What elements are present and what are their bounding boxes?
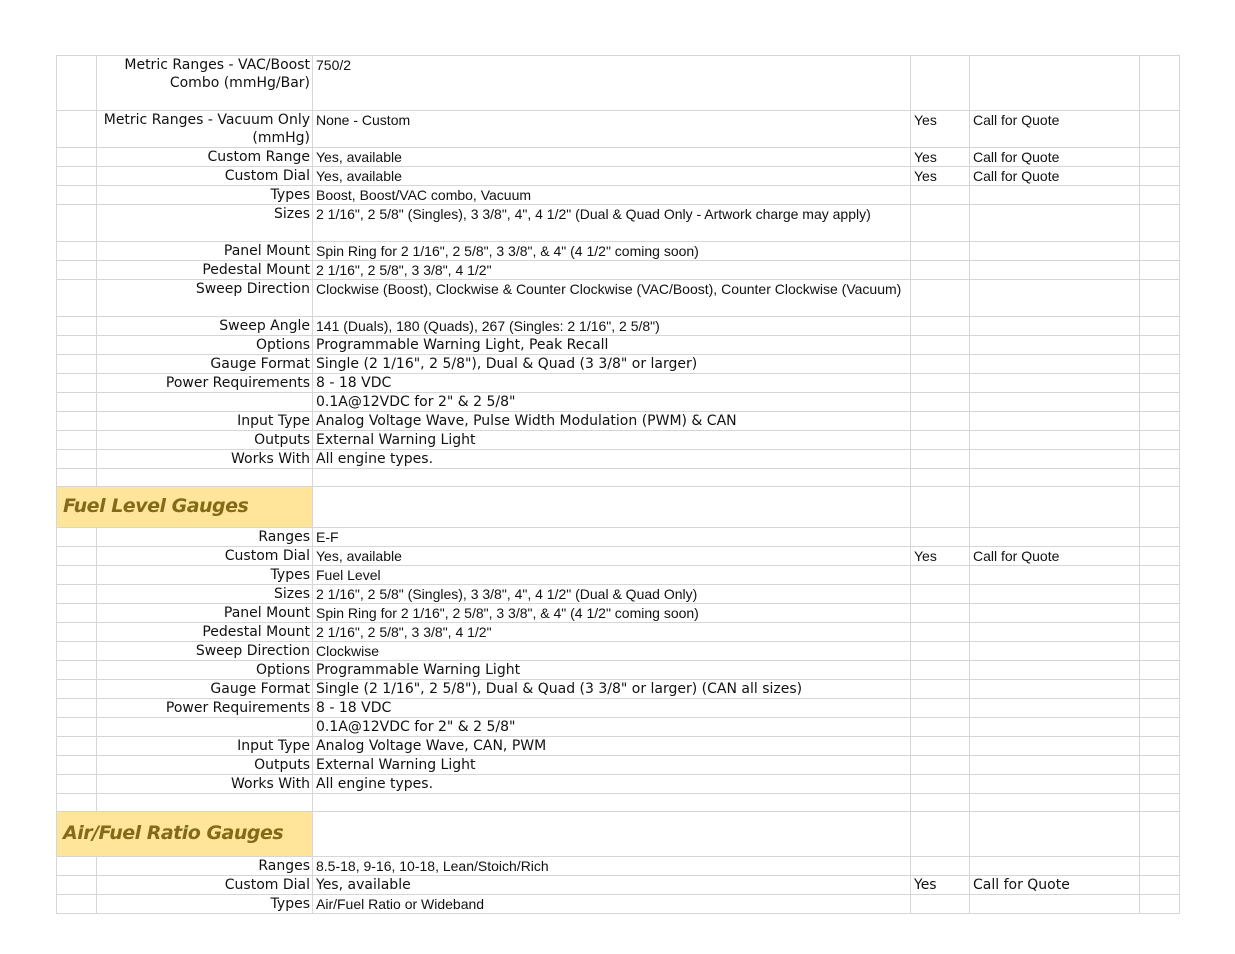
custom-available[interactable]: Yes <box>911 876 970 895</box>
margin-cell-right[interactable] <box>1140 167 1180 186</box>
spec-row <box>57 794 1180 812</box>
spec-value[interactable]: 2 1/16", 2 5/8" (Singles), 3 3/8", 4", 4 1/2" (Dual & Quad Only - Artwork charge may apply) <box>313 205 911 242</box>
spec-value[interactable]: Clockwise <box>313 642 911 661</box>
quote-note[interactable] <box>970 623 1140 642</box>
quote-note[interactable] <box>970 566 1140 585</box>
spec-label[interactable] <box>97 469 313 487</box>
custom-available[interactable] <box>911 336 970 355</box>
spec-label[interactable]: Power Requirements <box>97 699 313 718</box>
spec-label[interactable] <box>97 393 313 412</box>
spec-row <box>57 56 1180 111</box>
custom-available[interactable] <box>911 718 970 737</box>
spec-label[interactable] <box>97 794 313 812</box>
margin-cell-left[interactable] <box>57 450 97 469</box>
spec-value[interactable]: Spin Ring for 2 1/16", 2 5/8", 3 3/8", & 4" (4 1/2" coming soon) <box>313 242 911 261</box>
margin-cell-right[interactable] <box>1140 775 1180 794</box>
margin-cell-right[interactable] <box>1140 718 1180 737</box>
quote-note[interactable] <box>970 242 1140 261</box>
spec-label[interactable]: Gauge Format <box>97 355 313 374</box>
margin-cell-right[interactable] <box>1140 261 1180 280</box>
quote-note[interactable] <box>970 393 1140 412</box>
spec-row <box>57 148 1180 167</box>
margin-cell-right[interactable] <box>1140 857 1180 876</box>
spec-value[interactable]: Yes, available <box>313 167 911 186</box>
spec-label[interactable]: Works With <box>97 450 313 469</box>
margin-cell-left[interactable] <box>57 699 97 718</box>
spec-row <box>57 895 1180 914</box>
spec-row <box>57 167 1180 186</box>
quote-note[interactable] <box>970 450 1140 469</box>
margin-cell-right[interactable] <box>1140 111 1180 148</box>
margin-cell-right[interactable] <box>1140 242 1180 261</box>
margin-cell-left[interactable] <box>57 355 97 374</box>
spec-row <box>57 393 1180 412</box>
margin-cell-left[interactable] <box>57 794 97 812</box>
margin-cell-left[interactable] <box>57 604 97 623</box>
spec-label[interactable]: Input Type <box>97 412 313 431</box>
margin-cell-left[interactable] <box>57 566 97 585</box>
custom-available[interactable] <box>911 317 970 336</box>
custom-available[interactable] <box>911 585 970 604</box>
margin-cell-left[interactable] <box>57 261 97 280</box>
spec-row <box>57 857 1180 876</box>
quote-note[interactable] <box>970 412 1140 431</box>
margin-cell-right[interactable] <box>1140 393 1180 412</box>
quote-note[interactable] <box>970 280 1140 317</box>
quote-note[interactable] <box>970 680 1140 699</box>
value-cell-empty[interactable] <box>313 487 911 528</box>
spec-row <box>57 111 1180 148</box>
spec-value[interactable]: Clockwise (Boost), Clockwise & Counter Clockwise (VAC/Boost), Counter Clockwise (Vacuum) <box>313 280 911 317</box>
quote-note[interactable] <box>970 775 1140 794</box>
spec-sheet-table <box>56 55 1180 914</box>
margin-cell-left[interactable] <box>57 661 97 680</box>
spec-label[interactable]: Power Requirements <box>97 374 313 393</box>
spec-label[interactable]: Sizes <box>97 205 313 242</box>
spec-row <box>57 450 1180 469</box>
spec-value[interactable]: Programmable Warning Light <box>313 661 911 680</box>
spec-label[interactable]: Input Type <box>97 737 313 756</box>
spec-value[interactable]: External Warning Light <box>313 431 911 450</box>
spec-row <box>57 547 1180 566</box>
quote-note[interactable] <box>970 469 1140 487</box>
custom-cell-empty[interactable] <box>911 812 970 857</box>
spec-label[interactable]: Custom Range <box>97 148 313 167</box>
custom-available[interactable] <box>911 756 970 775</box>
quote-note[interactable] <box>970 355 1140 374</box>
margin-cell-right[interactable] <box>1140 355 1180 374</box>
margin-cell-left[interactable] <box>57 280 97 317</box>
spec-row <box>57 876 1180 895</box>
quote-note[interactable] <box>970 857 1140 876</box>
spec-row <box>57 775 1180 794</box>
spec-label[interactable]: Outputs <box>97 431 313 450</box>
spec-value[interactable]: Yes, available <box>313 148 911 167</box>
custom-available[interactable] <box>911 604 970 623</box>
margin-cell-right[interactable] <box>1140 585 1180 604</box>
spec-value[interactable]: Analog Voltage Wave, Pulse Width Modulation (PWM) & CAN <box>313 412 911 431</box>
custom-available[interactable] <box>911 56 970 111</box>
margin-cell-right[interactable] <box>1140 317 1180 336</box>
quote-note[interactable] <box>970 374 1140 393</box>
spec-value[interactable] <box>313 794 911 812</box>
custom-available[interactable] <box>911 857 970 876</box>
spec-row <box>57 355 1180 374</box>
spec-row <box>57 566 1180 585</box>
spec-label[interactable]: Options <box>97 661 313 680</box>
margin-cell-left[interactable] <box>57 56 97 111</box>
margin-cell-right[interactable] <box>1140 412 1180 431</box>
margin-cell-left[interactable] <box>57 737 97 756</box>
spec-row <box>57 604 1180 623</box>
quote-note[interactable] <box>970 261 1140 280</box>
margin-cell-left[interactable] <box>57 148 97 167</box>
margin-cell-right[interactable] <box>1140 431 1180 450</box>
spec-label[interactable]: Metric Ranges - Vacuum Only (mmHg) <box>97 111 313 148</box>
quote-note[interactable] <box>970 604 1140 623</box>
margin-cell-right[interactable] <box>1140 528 1180 547</box>
margin-cell-right[interactable] <box>1140 336 1180 355</box>
margin-cell-right[interactable] <box>1140 794 1180 812</box>
custom-cell-empty[interactable] <box>911 487 970 528</box>
spec-value[interactable]: E-F <box>313 528 911 547</box>
spec-row <box>57 242 1180 261</box>
margin-cell-left[interactable] <box>57 431 97 450</box>
custom-available[interactable] <box>911 374 970 393</box>
spec-row <box>57 469 1180 487</box>
margin-cell-left[interactable] <box>57 317 97 336</box>
quote-note[interactable]: Call for Quote <box>970 547 1140 566</box>
spec-value[interactable]: Analog Voltage Wave, CAN, PWM <box>313 737 911 756</box>
custom-available[interactable] <box>911 393 970 412</box>
spec-label[interactable] <box>97 718 313 737</box>
margin-cell-right[interactable] <box>1140 280 1180 317</box>
spec-value[interactable]: 2 1/16", 2 5/8", 3 3/8", 4 1/2" <box>313 261 911 280</box>
margin-cell-left[interactable] <box>57 186 97 205</box>
margin-cell-right[interactable] <box>1140 895 1180 914</box>
quote-note[interactable] <box>970 205 1140 242</box>
margin-cell-left[interactable] <box>57 680 97 699</box>
margin-cell-right[interactable] <box>1140 623 1180 642</box>
margin-cell-right[interactable] <box>1140 812 1180 857</box>
spec-label[interactable]: Custom Dial <box>97 167 313 186</box>
custom-available[interactable] <box>911 186 970 205</box>
value-cell-empty[interactable] <box>313 812 911 857</box>
custom-available[interactable] <box>911 895 970 914</box>
quote-note[interactable] <box>970 186 1140 205</box>
quote-note[interactable] <box>970 585 1140 604</box>
margin-cell-left[interactable] <box>57 623 97 642</box>
margin-cell-left[interactable] <box>57 374 97 393</box>
spec-value[interactable]: 8 - 18 VDC <box>313 374 911 393</box>
section-title-cell[interactable] <box>57 812 313 857</box>
spec-value[interactable]: Yes, available <box>313 876 911 895</box>
spec-row <box>57 661 1180 680</box>
spec-row <box>57 756 1180 775</box>
spec-value[interactable] <box>313 469 911 487</box>
quote-note[interactable] <box>970 737 1140 756</box>
spec-label[interactable]: Sweep Angle <box>97 317 313 336</box>
spec-label[interactable]: Panel Mount <box>97 604 313 623</box>
margin-cell-left[interactable] <box>57 167 97 186</box>
spec-row <box>57 699 1180 718</box>
margin-cell-left[interactable] <box>57 895 97 914</box>
margin-cell-right[interactable] <box>1140 547 1180 566</box>
margin-cell-left[interactable] <box>57 336 97 355</box>
custom-available[interactable] <box>911 623 970 642</box>
margin-cell-left[interactable] <box>57 469 97 487</box>
spec-value[interactable]: All engine types. <box>313 450 911 469</box>
spec-label[interactable]: Pedestal Mount <box>97 261 313 280</box>
spec-value[interactable]: All engine types. <box>313 775 911 794</box>
margin-cell-right[interactable] <box>1140 642 1180 661</box>
spec-row <box>57 280 1180 317</box>
margin-cell-right[interactable] <box>1140 661 1180 680</box>
margin-cell-right[interactable] <box>1140 737 1180 756</box>
spec-row <box>57 317 1180 336</box>
spec-value[interactable]: Fuel Level <box>313 566 911 585</box>
spec-label[interactable]: Types <box>97 186 313 205</box>
spec-value[interactable]: 8.5-18, 9-16, 10-18, Lean/Stoich/Rich <box>313 857 911 876</box>
spec-value[interactable]: Air/Fuel Ratio or Wideband <box>313 895 911 914</box>
margin-cell-left[interactable] <box>57 393 97 412</box>
quote-note[interactable] <box>970 336 1140 355</box>
margin-cell-right[interactable] <box>1140 680 1180 699</box>
spec-value[interactable]: 8 - 18 VDC <box>313 699 911 718</box>
custom-available[interactable] <box>911 680 970 699</box>
margin-cell-left[interactable] <box>57 775 97 794</box>
spec-value[interactable]: 750/2 <box>313 56 911 111</box>
margin-cell-left[interactable] <box>57 876 97 895</box>
spec-value[interactable]: 2 1/16", 2 5/8", 3 3/8", 4 1/2" <box>313 623 911 642</box>
spec-label[interactable]: Sweep Direction <box>97 280 313 317</box>
spec-value[interactable]: Yes, available <box>313 547 911 566</box>
quote-note[interactable] <box>970 528 1140 547</box>
spec-label[interactable]: Ranges <box>97 857 313 876</box>
spec-value[interactable]: Single (2 1/16", 2 5/8"), Dual & Quad (3 3/8" or larger) (CAN all sizes) <box>313 680 911 699</box>
margin-cell-right[interactable] <box>1140 56 1180 111</box>
spec-label[interactable]: Custom Dial <box>97 547 313 566</box>
margin-cell-right[interactable] <box>1140 374 1180 393</box>
custom-available[interactable] <box>911 469 970 487</box>
spec-row <box>57 737 1180 756</box>
custom-available[interactable] <box>911 261 970 280</box>
spec-row <box>57 186 1180 205</box>
margin-cell-left[interactable] <box>57 756 97 775</box>
custom-available[interactable]: Yes <box>911 547 970 566</box>
custom-available[interactable] <box>911 431 970 450</box>
margin-cell-left[interactable] <box>57 585 97 604</box>
custom-available[interactable] <box>911 528 970 547</box>
spec-value[interactable]: Spin Ring for 2 1/16", 2 5/8", 3 3/8", & 4" (4 1/2" coming soon) <box>313 604 911 623</box>
margin-cell-left[interactable] <box>57 857 97 876</box>
spec-value[interactable]: Boost, Boost/VAC combo, Vacuum <box>313 186 911 205</box>
quote-note[interactable] <box>970 794 1140 812</box>
margin-cell-right[interactable] <box>1140 487 1180 528</box>
margin-cell-right[interactable] <box>1140 699 1180 718</box>
margin-cell-right[interactable] <box>1140 756 1180 775</box>
spec-label[interactable]: Gauge Format <box>97 680 313 699</box>
quote-note[interactable]: Call for Quote <box>970 876 1140 895</box>
custom-available[interactable] <box>911 355 970 374</box>
spec-row <box>57 642 1180 661</box>
spec-value[interactable]: 0.1A@12VDC for 2" & 2 5/8" <box>313 393 911 412</box>
spec-row <box>57 412 1180 431</box>
section-header-row <box>57 487 1180 528</box>
margin-cell-right[interactable] <box>1140 604 1180 623</box>
spec-row <box>57 528 1180 547</box>
custom-available[interactable] <box>911 205 970 242</box>
spec-row <box>57 718 1180 737</box>
spec-row <box>57 261 1180 280</box>
margin-cell-left[interactable] <box>57 111 97 148</box>
margin-cell-right[interactable] <box>1140 148 1180 167</box>
spec-label[interactable]: Sizes <box>97 585 313 604</box>
spec-row <box>57 623 1180 642</box>
spec-value[interactable]: 0.1A@12VDC for 2" & 2 5/8" <box>313 718 911 737</box>
spec-value[interactable]: Single (2 1/16", 2 5/8"), Dual & Quad (3 3/8" or larger) <box>313 355 911 374</box>
spec-label[interactable]: Custom Dial <box>97 876 313 895</box>
spec-label[interactable]: Sweep Direction <box>97 642 313 661</box>
custom-available[interactable] <box>911 566 970 585</box>
custom-available[interactable] <box>911 661 970 680</box>
quote-note[interactable] <box>970 56 1140 111</box>
margin-cell-right[interactable] <box>1140 205 1180 242</box>
margin-cell-right[interactable] <box>1140 450 1180 469</box>
spec-label[interactable]: Pedestal Mount <box>97 623 313 642</box>
spec-row <box>57 374 1180 393</box>
spec-label[interactable]: Panel Mount <box>97 242 313 261</box>
quote-note[interactable] <box>970 718 1140 737</box>
margin-cell-left[interactable] <box>57 547 97 566</box>
quote-note[interactable] <box>970 895 1140 914</box>
section-title: Fuel Level Gauges <box>63 495 249 517</box>
custom-available[interactable] <box>911 280 970 317</box>
quote-cell-empty[interactable] <box>970 487 1140 528</box>
custom-available[interactable] <box>911 699 970 718</box>
spec-label[interactable]: Ranges <box>97 528 313 547</box>
custom-available[interactable] <box>911 737 970 756</box>
spec-label[interactable]: Outputs <box>97 756 313 775</box>
custom-available[interactable]: Yes <box>911 148 970 167</box>
quote-note[interactable]: Call for Quote <box>970 167 1140 186</box>
spec-row <box>57 336 1180 355</box>
spec-value[interactable]: 2 1/16", 2 5/8" (Singles), 3 3/8", 4", 4 1/2" (Dual & Quad Only) <box>313 585 911 604</box>
custom-available[interactable] <box>911 450 970 469</box>
spec-label[interactable]: Types <box>97 895 313 914</box>
spec-label[interactable]: Metric Ranges - VAC/Boost Combo (mmHg/Bar) <box>97 56 313 111</box>
spec-row <box>57 585 1180 604</box>
custom-available[interactable] <box>911 242 970 261</box>
section-header-row <box>57 812 1180 857</box>
margin-cell-right[interactable] <box>1140 876 1180 895</box>
quote-note[interactable] <box>970 317 1140 336</box>
quote-cell-empty[interactable] <box>970 812 1140 857</box>
spec-value[interactable]: Programmable Warning Light, Peak Recall <box>313 336 911 355</box>
custom-available[interactable]: Yes <box>911 167 970 186</box>
section-title: Air/Fuel Ratio Gauges <box>63 822 284 844</box>
custom-available[interactable] <box>911 412 970 431</box>
custom-available[interactable]: Yes <box>911 111 970 148</box>
spec-value[interactable]: External Warning Light <box>313 756 911 775</box>
margin-cell-left[interactable] <box>57 242 97 261</box>
section-title-cell[interactable] <box>57 487 313 528</box>
quote-note[interactable] <box>970 642 1140 661</box>
margin-cell-left[interactable] <box>57 412 97 431</box>
spec-row <box>57 680 1180 699</box>
margin-cell-left[interactable] <box>57 528 97 547</box>
spec-value[interactable]: None - Custom <box>313 111 911 148</box>
margin-cell-left[interactable] <box>57 205 97 242</box>
custom-available[interactable] <box>911 642 970 661</box>
quote-note[interactable] <box>970 661 1140 680</box>
spec-row <box>57 431 1180 450</box>
margin-cell-right[interactable] <box>1140 566 1180 585</box>
quote-note[interactable]: Call for Quote <box>970 148 1140 167</box>
spec-label[interactable]: Types <box>97 566 313 585</box>
margin-cell-right[interactable] <box>1140 469 1180 487</box>
margin-cell-left[interactable] <box>57 718 97 737</box>
quote-note[interactable]: Call for Quote <box>970 111 1140 148</box>
spec-row <box>57 205 1180 242</box>
quote-note[interactable] <box>970 756 1140 775</box>
spec-label[interactable]: Works With <box>97 775 313 794</box>
custom-available[interactable] <box>911 775 970 794</box>
spec-label[interactable]: Options <box>97 336 313 355</box>
margin-cell-left[interactable] <box>57 642 97 661</box>
quote-note[interactable] <box>970 431 1140 450</box>
quote-note[interactable] <box>970 699 1140 718</box>
custom-available[interactable] <box>911 794 970 812</box>
spec-value[interactable]: 141 (Duals), 180 (Quads), 267 (Singles: 2 1/16", 2 5/8") <box>313 317 911 336</box>
margin-cell-right[interactable] <box>1140 186 1180 205</box>
